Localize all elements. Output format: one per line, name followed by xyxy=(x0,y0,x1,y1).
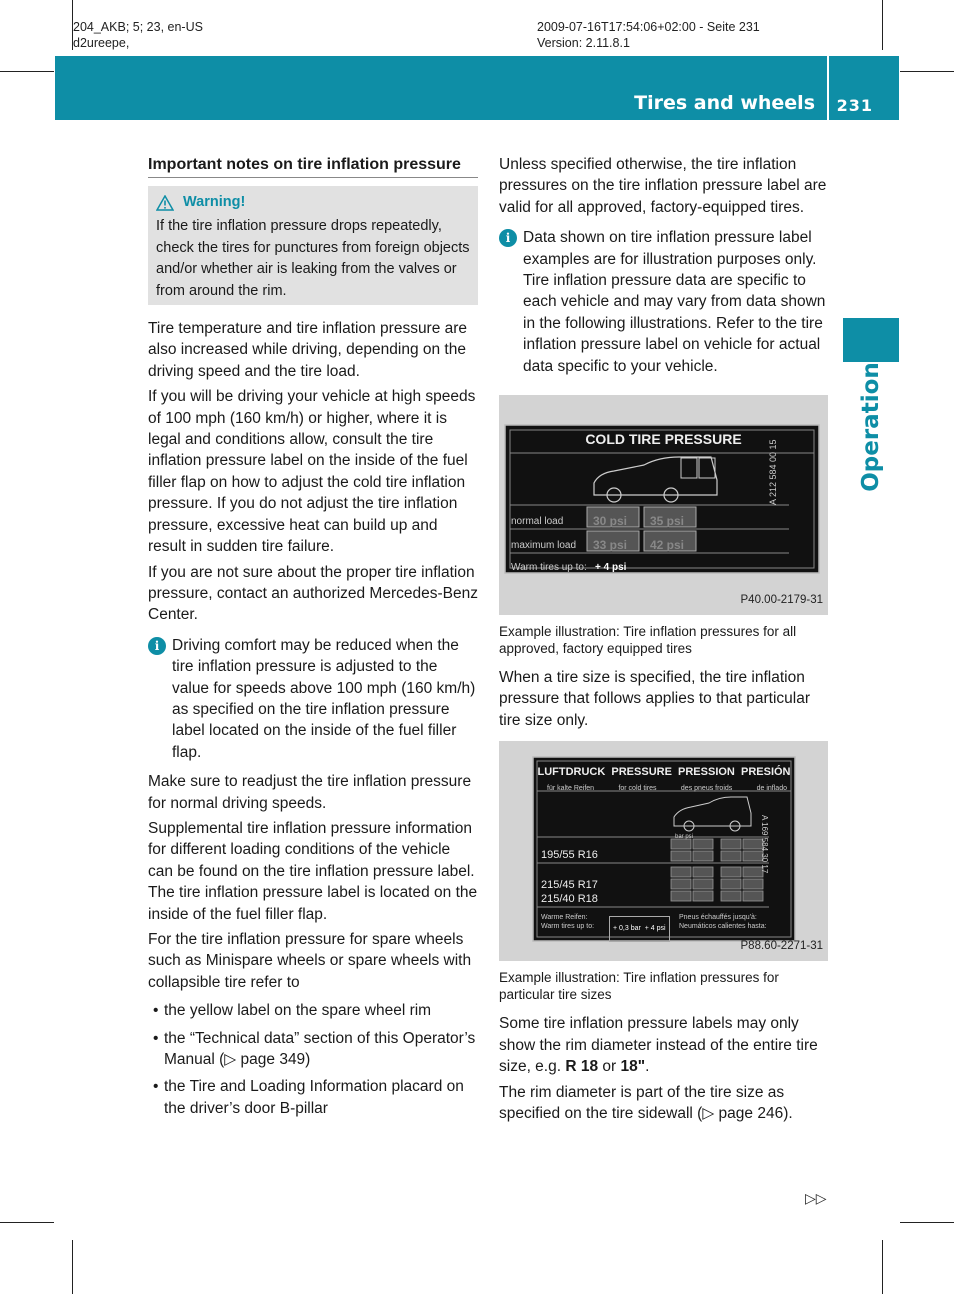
bullet-dot: • xyxy=(153,1078,159,1096)
tire-size-label-warm-text: Warm tires up to: xyxy=(541,923,595,931)
tire-size-label-units: bar psi xyxy=(675,834,694,841)
print-meta-timestamp: 2009-07-16T17:54:06+02:00 - Seite 231 xyxy=(537,20,760,34)
section-heading: Important notes on tire inflation pressure xyxy=(148,154,478,178)
tire-label-title: COLD TIRE PRESSURE xyxy=(585,431,742,448)
tire-size-entry: 215/45 R17 xyxy=(541,879,598,892)
list-item-text: the Tire and Loading Information placard on the driver’s door B-pillar xyxy=(164,1078,464,1117)
tire-label-warm-value: + 4 psi xyxy=(595,562,627,574)
info-note xyxy=(148,635,478,763)
tire-size-label-title: LUFTDRUCK PRESSURE PRESSION PRESIÓN xyxy=(537,766,791,779)
tire-size-entry: 215/40 R18 xyxy=(541,893,598,906)
info-icon: i xyxy=(148,637,166,655)
list-item-text: the yellow label on the spare wheel rim xyxy=(164,1002,432,1020)
tire-size-label-warm-text: Warme Reifen: xyxy=(541,914,588,922)
warning-triangle-icon xyxy=(156,195,174,211)
list-item xyxy=(148,1076,478,1119)
tire-size-label-subtitle: de inflado xyxy=(756,785,787,793)
warning-title xyxy=(156,192,470,213)
paragraph-text: . xyxy=(645,1058,650,1076)
crop-mark xyxy=(0,1222,54,1223)
page-number: 231 xyxy=(836,96,873,115)
figure-reference: P88.60-2271-31 xyxy=(740,939,823,952)
tire-size-label-warm-value: + 0,3 bar + 4 psi xyxy=(609,916,670,941)
print-meta-file: 204_AKB; 5; 23, en-US xyxy=(73,20,203,34)
continued-arrow-icon: ▷▷ xyxy=(805,1191,827,1207)
tire-label-value: 30 psi xyxy=(593,514,628,529)
paragraph: When a tire size is specified, the tire inflation pressure that follows applies to that particular tire size only. xyxy=(499,669,811,729)
paragraph: For the tire inflation pressure for spare wheels such as Minispare wheels or spare wheels with collapsible tire refer to xyxy=(148,931,472,991)
info-note xyxy=(499,227,829,377)
info-text: Data shown on tire inflation pressure label examples are for illustration purposes only. Tire inflation pressure data are specific to each vehicle and may vary from data shown in the following illustrations. Refer to the tire inflation pressure label on vehicle for actual data specific to your vehicle. xyxy=(523,229,826,375)
crop-mark xyxy=(900,71,954,72)
crop-mark xyxy=(900,1222,954,1223)
tire-label-row: normal load xyxy=(511,516,564,528)
paragraph: If you will be driving your vehicle at high speeds of 100 mph (160 km/h) or higher, where it is legal and conditions allow, consult the tire inflation pressure label on the inside of the fuel filler flap on how to adjust the cold tire inflation pressure. If you do not adjust the tire inflation pressure, excessive heat can build up and result in sudden tire failure. xyxy=(148,388,476,556)
rim-example-bold: R 18 xyxy=(565,1058,599,1076)
tire-label-value: 33 psi xyxy=(593,538,628,553)
tire-size-label-warm-text: Neumáticos calientes hasta: xyxy=(679,923,767,931)
tire-label-part-number: A 212 584 00 15 xyxy=(768,439,778,506)
paragraph-text: or xyxy=(602,1058,617,1076)
crop-mark xyxy=(882,0,883,50)
crop-mark xyxy=(0,71,54,72)
paragraph: Supplemental tire inflation pressure information for different loading conditions of the vehicle can be found on the tire inflation pressure label. The tire inflation pressure label is located on the inside of the fuel filler flap. xyxy=(148,819,478,923)
tire-label-value: 42 psi xyxy=(650,538,685,553)
figure-reference: P40.00-2179-31 xyxy=(740,593,823,606)
info-text: Driving comfort may be reduced when the tire inflation pressure is adjusted to the value for speeds above 100 mph (160 km/h) as specified on the tire inflation pressure label located on the inside of the fuel filler flap. xyxy=(172,636,476,761)
print-meta-id: d2ureepe, xyxy=(73,36,130,50)
warning-label: Warning! xyxy=(183,194,246,210)
tire-label-row: Warm tires up to: xyxy=(511,562,587,574)
paragraph: Unless specified otherwise, the tire inflation pressures on the tire inflation pressure label are valid for all approved, factory-equipped tires. xyxy=(499,156,827,216)
crop-mark xyxy=(72,1240,73,1294)
tire-size-label-subtitles xyxy=(547,778,787,799)
bullet-dot: • xyxy=(153,1029,159,1047)
tire-label-value: 35 psi xyxy=(650,514,685,529)
paragraph: If you are not sure about the proper tire inflation pressure, contact an authorized Mercedes-Benz Center. xyxy=(148,563,478,624)
tire-size-label-warm-right xyxy=(679,913,767,931)
figure-caption: Example illustration: Tire inflation pressures for particular tire sizes xyxy=(499,970,779,1003)
tire-pressure-label-illustration-1 xyxy=(499,395,828,615)
paragraph: Make sure to readjust the tire inflation pressure for normal driving speeds. xyxy=(148,773,472,812)
section-tab-marker xyxy=(843,318,899,362)
figure-caption: Example illustration: Tire inflation pressures for all approved, factory equipped tires xyxy=(499,624,797,657)
list-item xyxy=(148,1000,478,1021)
tire-size-label-warm-text: Pneus échauffés jusqu'à: xyxy=(679,914,757,922)
paragraph xyxy=(499,1013,829,1077)
print-meta-right xyxy=(537,19,760,51)
tire-size-label-subtitle: for cold tires xyxy=(618,785,657,793)
chapter-header xyxy=(55,56,899,120)
chapter-title: Tires and wheels xyxy=(634,92,815,114)
list-item-text: the “Technical data” section of this Operator’s Manual (▷ page 349) xyxy=(164,1029,476,1069)
section-tab-label xyxy=(838,362,904,492)
section-tab-text: Operation xyxy=(858,362,884,492)
info-icon: i xyxy=(499,229,517,247)
warning-box xyxy=(148,186,478,305)
tire-size-label-warm-left xyxy=(541,913,594,931)
paragraph-text: Some tire inflation pressure labels may only show the rim diameter instead of the entire tire size, e.g. xyxy=(499,1015,818,1076)
tire-size-label-subtitle: für kalte Reifen xyxy=(547,785,595,793)
header-separator xyxy=(827,56,829,120)
print-meta-version: Version: 2.11.8.1 xyxy=(537,36,630,50)
right-column xyxy=(499,154,829,1128)
warning-text: If the tire inflation pressure drops repeatedly, check the tires for punctures from foreign objects and/or whether air is leaking from the valves or from around the rim. xyxy=(156,218,470,299)
left-column xyxy=(148,154,478,1125)
paragraph: The rim diameter is part of the tire size as specified on the tire sidewall (▷ page 246). xyxy=(499,1083,793,1122)
rim-example-bold: 18" xyxy=(620,1058,646,1076)
tire-label-row: maximum load xyxy=(511,540,577,552)
list-item xyxy=(148,1028,478,1071)
print-meta-left xyxy=(73,19,203,51)
bullet-dot: • xyxy=(153,1002,159,1020)
tire-pressure-label-illustration-2 xyxy=(499,741,828,961)
crop-mark xyxy=(882,1240,883,1294)
tire-size-entry: 195/55 R16 xyxy=(541,849,598,862)
paragraph: Tire temperature and tire inflation pressure are also increased while driving, depending on the driving speed and the tire load. xyxy=(148,320,468,380)
tire-size-label-part-number: A 169 584 30 17 xyxy=(760,815,769,874)
tire-size-label-subtitle: des pneus froids xyxy=(680,785,733,793)
